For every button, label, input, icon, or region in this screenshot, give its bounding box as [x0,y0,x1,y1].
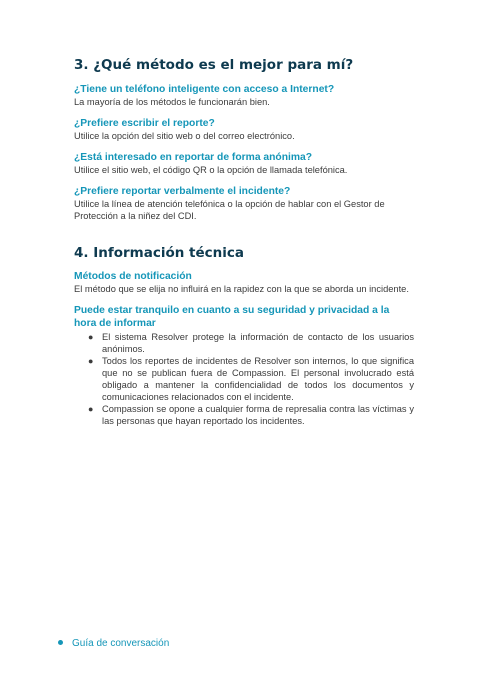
faq-answer: Utilice la línea de atención telefónica o la opción de hablar con el Gestor de Protección a la niñez del CDI. [74,199,385,221]
subsection-heading: Métodos de notificación [74,271,192,282]
faq-question: ¿Está interesado en reportar de forma anónima? [74,152,313,163]
security-privacy [74,304,414,427]
faq-answer: Utilice el sitio web, el código QR o la opción de llamada telefónica. [74,165,348,175]
bullet-text: Compassion se opone a cualquier forma de represalia contra las víctimas y las personas que hayan reportado los incidentes. [102,404,414,426]
faq-item [74,185,414,222]
page-footer [58,637,169,651]
faq-answer: La mayoría de los métodos le funcionarán bien. [74,97,270,107]
subsection-text: El método que se elija no influirá en la rapidez con la que se aborda un incidente. [74,284,409,294]
faq-item [74,117,414,142]
faq-item [74,151,414,176]
footer-label: Guía de conversación [72,638,170,649]
faq-answer: Utilice la opción del sitio web o del correo electrónico. [74,131,295,141]
notification-methods [74,270,414,295]
footer-dot-icon [58,640,63,645]
bullet-list [74,331,414,427]
bullet-item [74,331,414,355]
bullet-item [74,355,414,403]
bullet-icon: ● [88,356,94,366]
bullet-icon: ● [88,332,94,342]
bullet-icon: ● [88,404,94,414]
faq-question: ¿Tiene un teléfono inteligente con acceso a Internet? [74,84,335,95]
section-4-title: 4. Información técnica [74,245,245,261]
page-content [74,56,414,427]
bullet-item [74,403,414,427]
bullet-text: Todos los reportes de incidentes de Resolver son internos, lo que significa que no se publican fuera de Compassion. El personal involucrado está obligado a mantener la confidencialidad de todos los documentos y comunicaciones relacionados con el incidente. [102,356,414,402]
faq-question: ¿Prefiere reportar verbalmente el incidente? [74,186,291,197]
bullet-text: El sistema Resolver protege la información de contacto de los usuarios anónimos. [102,332,414,354]
section-4 [74,244,414,427]
faq-question: ¿Prefiere escribir el reporte? [74,118,215,129]
subsection-heading: Puede estar tranquilo en cuanto a su seguridad y privacidad a la hora de informar [74,305,390,329]
faq-item [74,83,414,108]
section-3-title: 3. ¿Qué método es el mejor para mí? [74,57,354,73]
